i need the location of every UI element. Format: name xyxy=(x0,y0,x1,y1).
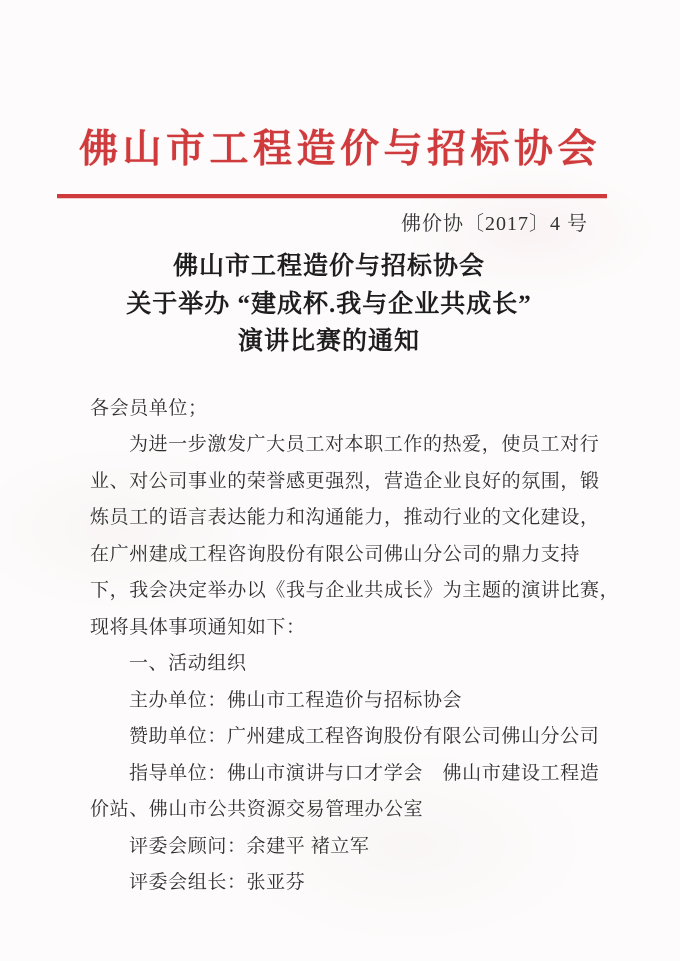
letterhead-org-title: 佛山市工程造价与招标协会 xyxy=(78,128,601,171)
body-line: 价站、佛山市公共资源交易管理办公室 xyxy=(90,799,424,820)
body-line: 下，我会决定举办以《我与企业共成长》为主题的演讲比赛， xyxy=(90,580,620,601)
notice-body xyxy=(90,391,620,902)
letterhead-divider-rule xyxy=(57,194,607,198)
notice-title-line-1: 佛山市工程造价与招标协会 xyxy=(172,253,485,280)
notice-title-line-3: 演讲比赛的通知 xyxy=(237,328,420,355)
body-line: 一、活动组织 xyxy=(128,653,247,674)
body-line: 为进一步激发广大员工对本职工作的热爱，使员工对行 xyxy=(128,434,600,455)
body-line: 在广州建成工程咨询股份有限公司佛山分公司的鼎力支持 xyxy=(90,543,581,565)
body-line: 主办单位：佛山市工程造价与招标协会 xyxy=(128,689,463,711)
body-line: 现将具体事项通知如下： xyxy=(90,616,306,638)
body-line: 业、对公司事业的荣誉感更强烈，营造企业良好的氛围，锻 xyxy=(90,470,600,492)
document-number: 佛价协〔2017〕4 号 xyxy=(401,213,588,235)
notice-title xyxy=(0,248,669,361)
body-line: 炼员工的语言表达能力和沟通能力，推动行业的文化建设， xyxy=(90,507,600,528)
notice-title-line-2: 关于举办 “建成杯.我与企业共成长” xyxy=(126,290,532,318)
body-line: 各会员单位； xyxy=(90,397,208,419)
body-line: 指导单位：佛山市演讲与口才学会 佛山市建设工程造 xyxy=(128,762,600,784)
body-line: 评委会组长：张亚芬 xyxy=(128,872,306,893)
body-line: 评委会顾问：余建平 褚立军 xyxy=(128,835,370,857)
body-line: 赞助单位：广州建成工程咨询股份有限公司佛山分公司 xyxy=(128,726,600,747)
